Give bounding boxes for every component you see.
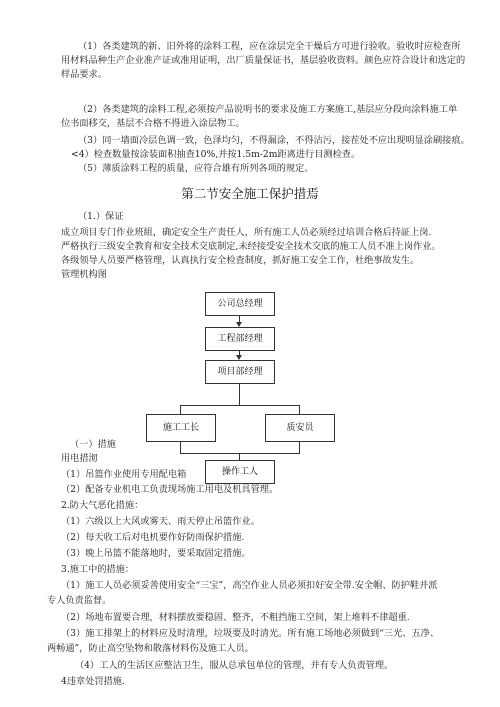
- node-construction-foreman: 施工工长: [146, 414, 216, 442]
- construction-item-1-line-1: （1）施工人员必须妥善使用安全“三宝”，高空作业人员必须扣好安全带.安全帽、防护鞋并派: [61, 580, 438, 591]
- node-project-manager: 项目部经理: [205, 360, 275, 384]
- section-title: 第二节安全施工保护措焉: [181, 186, 319, 201]
- paragraph-2-line-2: 位书面移交，基层不合格不得进入涂层物工。: [61, 118, 245, 129]
- weather-measures-heading: 2.防大气恶化措施：: [61, 500, 144, 511]
- paragraph-1-line-1: （1）各类建筑的新、旧外将的涂料工程，应在涂层完全干燥后方可进行验收。验收时应检查所: [78, 41, 461, 52]
- connector-left: [180, 405, 181, 414]
- construction-item-4: （4）工人的生活区应整洁卫生，服从总承包单位的管理，并有专人负责管理。: [75, 660, 394, 671]
- weather-item-2: （2）每天收工后对电机要作好防雨保护措施.: [61, 532, 245, 543]
- node-company-general-manager: 公司总经理: [205, 292, 275, 316]
- measures-heading: （一）措施: [70, 439, 116, 450]
- electrical-item-2: （2）配备专业机电工负责现场施工用电及机具管理。: [61, 484, 279, 495]
- guarantee-line-3: 各级领导人员要严格管理，认真执行安全检査制度，抓好施工安全工作，杜绝事故发生。: [61, 255, 420, 266]
- guarantee-line-1: 成立项目专门作业班組，确定安全生产责任人，所有施工人员必须经过培训合格后持証上岗.: [61, 227, 432, 238]
- paragraph-4: <4）检查数量按涂装面积抽查10%,并按1.5m-2m距离进行目测检查。: [71, 149, 361, 160]
- construction-measures-heading: 3.施工中的措施：: [61, 564, 135, 575]
- node-engineering-manager: 工程部经理: [205, 327, 275, 351]
- connector-right: [299, 405, 300, 414]
- electrical-item-1: （1）吊篮作业使用专用配电箱: [61, 469, 187, 480]
- paragraph-5: （5）薄质涂料工程的质量，应符合雄有所列各项的规定。: [78, 163, 314, 174]
- org-chart-label: 管理机构图: [61, 269, 107, 280]
- weather-item-1: （1）六级以上大风或雾天、雨天停止吊篮作业。: [61, 516, 260, 527]
- weather-item-3: （3）晚上吊篮不能落地时，要采取固定措施。: [61, 548, 251, 559]
- construction-item-1-line-2: 专人负责监督。: [47, 595, 112, 606]
- connector-branch: [180, 405, 300, 406]
- node-quality-safety-officer: 质安员: [265, 414, 335, 442]
- node-workers: 操作工人: [205, 460, 275, 484]
- connector-3: [239, 383, 240, 405]
- construction-item-2: （2）场地布置要合理，材料摆放要稳固、整齐，不粗挡施工空间，架上堆料不律超重.: [61, 612, 410, 623]
- construction-item-3-line-2: 两畅通”，防止高空坠物和散落材料伤及施工人员。: [47, 643, 254, 654]
- paragraph-1-line-2: 用材料品种生产企业准产证或准用证明，出厂质量保证书，基层验收资料。颜色应符合设计和选定的: [61, 55, 466, 66]
- paragraph-3: （3）同一墙面冷层色调一致，色泽均匀，不得漏涂，不得沾污，接茬处不应出现明显涂刷接痕。: [78, 135, 470, 146]
- violation-measures-heading: 4违章处罚措施.: [61, 676, 125, 687]
- construction-item-3-line-1: （3）施工排架上的材料应及时清理，垃圾要及时清光。所有施工场地必须做到“三光、五净、: [61, 628, 440, 639]
- electrical-measures-heading: 用电措沏: [61, 453, 98, 464]
- guarantee-line-2: 严格执行三级安全教育和安全技术交底制定,未经接受安全技术交底的施工人员不准上岗作业。: [61, 241, 441, 252]
- paragraph-2-line-1: （2）各类建筑的涂料工程,必须按产品说明书的要求及施工方案施工,基层应分段向涂料施工单: [78, 104, 458, 115]
- guarantee-heading: （1.）保证: [78, 211, 124, 222]
- paragraph-1-line-3: 样品要求。: [61, 69, 107, 80]
